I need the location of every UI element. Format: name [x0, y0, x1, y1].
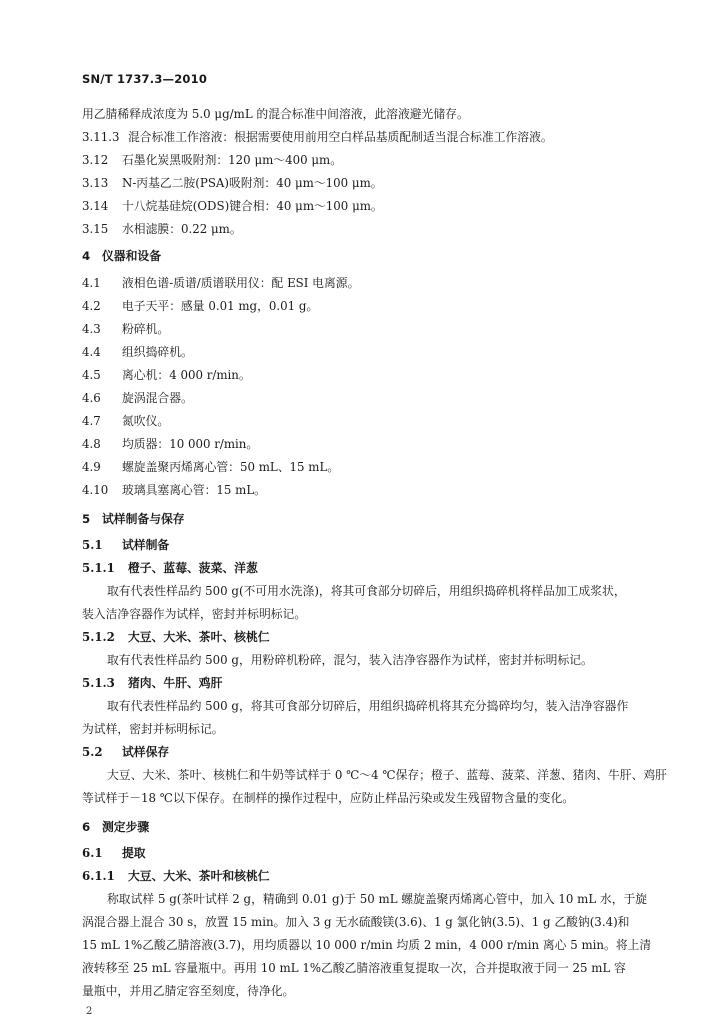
clause-6-1-1: 6.1.1 大豆、大米、茶叶和核桃仁: [82, 869, 270, 883]
clause-4-3: 4.3 粉碎机。: [82, 322, 170, 336]
clause-4-10: 4.10 玻璃具塞离心管：15 mL。: [82, 483, 266, 497]
clause-4-7: 4.7 氮吹仪。: [82, 414, 170, 428]
clause-3-11-3: 3.11.3 混合标准工作溶液：根据需要使用前用空白样品基质配制适当混合标准工作溶液。: [82, 130, 553, 144]
paragraph-line: 大豆、大米、茶叶、核桃仁和牛奶等试样于 0 ℃～4 ℃保存；橙子、蓝莓、菠菜、洋葱、猪肉、牛肝、鸡肝: [107, 768, 667, 782]
clause-3-14: 3.14 十八烷基硅烷(ODS)键合相：40 μm～100 μm。: [82, 199, 383, 213]
paragraph-line: 取有代表性样品约 500 g，用粉碎机粉碎，混匀，装入洁净容器作为试样，密封并标明标记。: [107, 653, 593, 667]
section-5-heading: 5 试样制备与保存: [82, 512, 185, 526]
section-4-heading: 4 仪器和设备: [82, 249, 161, 263]
clause-6-1: 6.1 提取: [82, 846, 146, 860]
document-header: SN/T 1737.3—2010: [82, 72, 208, 86]
paragraph-line: 等试样于－18 ℃以下保存。在制样的操作过程中，应防止样品污染或发生残留物含量的变化。: [82, 791, 575, 805]
clause-5-1: 5.1 试样制备: [82, 538, 170, 552]
clause-4-8: 4.8 均质器：10 000 r/min。: [82, 437, 259, 451]
clause-5-2: 5.2 试样保存: [82, 745, 170, 759]
clause-4-2: 4.2 电子天平：感量 0.01 mg，0.01 g。: [82, 299, 319, 313]
text-line: 用乙腈稀释成浓度为 5.0 μg/mL 的混合标准中间溶液，此溶液避光储存。: [82, 107, 469, 121]
clause-5-1-1: 5.1.1 橙子、蓝莓、菠菜、洋葱: [82, 561, 258, 575]
clause-3-15: 3.15 水相滤膜：0.22 μm。: [82, 222, 242, 236]
clause-5-1-2: 5.1.2 大豆、大米、茶叶、核桃仁: [82, 630, 270, 644]
paragraph-line: 液转移至 25 mL 容量瓶中。再用 10 mL 1%乙酸乙腈溶液重复提取一次，合并提取液于同一 25 mL 容: [82, 961, 626, 975]
clause-4-9: 4.9 螺旋盖聚丙烯离心管：50 mL、15 mL。: [82, 460, 340, 474]
paragraph-line: 涡混合器上混合 30 s，放置 15 min。加入 3 g 无水硫酸镁(3.6)、1 g 氯化钠(3.5)、1 g 乙酸钠(3.4)和: [82, 915, 630, 929]
paragraph-line: 取有代表性样品约 500 g(不可用水洗涤)，将其可食部分切碎后，用组织捣碎机将样品加工成浆状，: [107, 584, 626, 598]
clause-4-1: 4.1 液相色谱-质谱/质谱联用仪：配 ESI 电离源。: [82, 276, 360, 290]
clause-4-6: 4.6 旋涡混合器。: [82, 391, 193, 405]
page-number: 2: [86, 1006, 93, 1017]
paragraph-line: 为试样，密封并标明标记。: [82, 722, 224, 736]
section-6-heading: 6 测定步骤: [82, 820, 150, 834]
paragraph-line: 取有代表性样品约 500 g，将其可食部分切碎后，用组织捣碎机将其充分捣碎均匀，装入洁净容器作: [107, 699, 629, 713]
clause-4-4: 4.4 组织捣碎机。: [82, 345, 193, 359]
clause-3-12: 3.12 石墨化炭黑吸附剂：120 μm～400 μm。: [82, 153, 343, 167]
clause-4-5: 4.5 离心机：4 000 r/min。: [82, 368, 251, 382]
paragraph-line: 称取试样 5 g(茶叶试样 2 g，精确到 0.01 g)于 50 mL 螺旋盖聚丙烯离心管中，加入 10 mL 水，于旋: [107, 892, 648, 906]
paragraph-line: 15 mL 1%乙酸乙腈溶液(3.7)，用均质器以 10 000 r/min 均质 2 min，4 000 r/min 离心 5 min。将上清: [82, 938, 652, 952]
paragraph-line: 量瓶中，并用乙腈定容至刻度，待净化。: [82, 984, 295, 998]
clause-5-1-3: 5.1.3 猪肉、牛肝、鸡肝: [82, 676, 223, 690]
paragraph-line: 装入洁净容器作为试样，密封并标明标记。: [82, 607, 307, 621]
clause-3-13: 3.13 N-丙基乙二胺(PSA)吸附剂：40 μm～100 μm。: [82, 176, 383, 190]
